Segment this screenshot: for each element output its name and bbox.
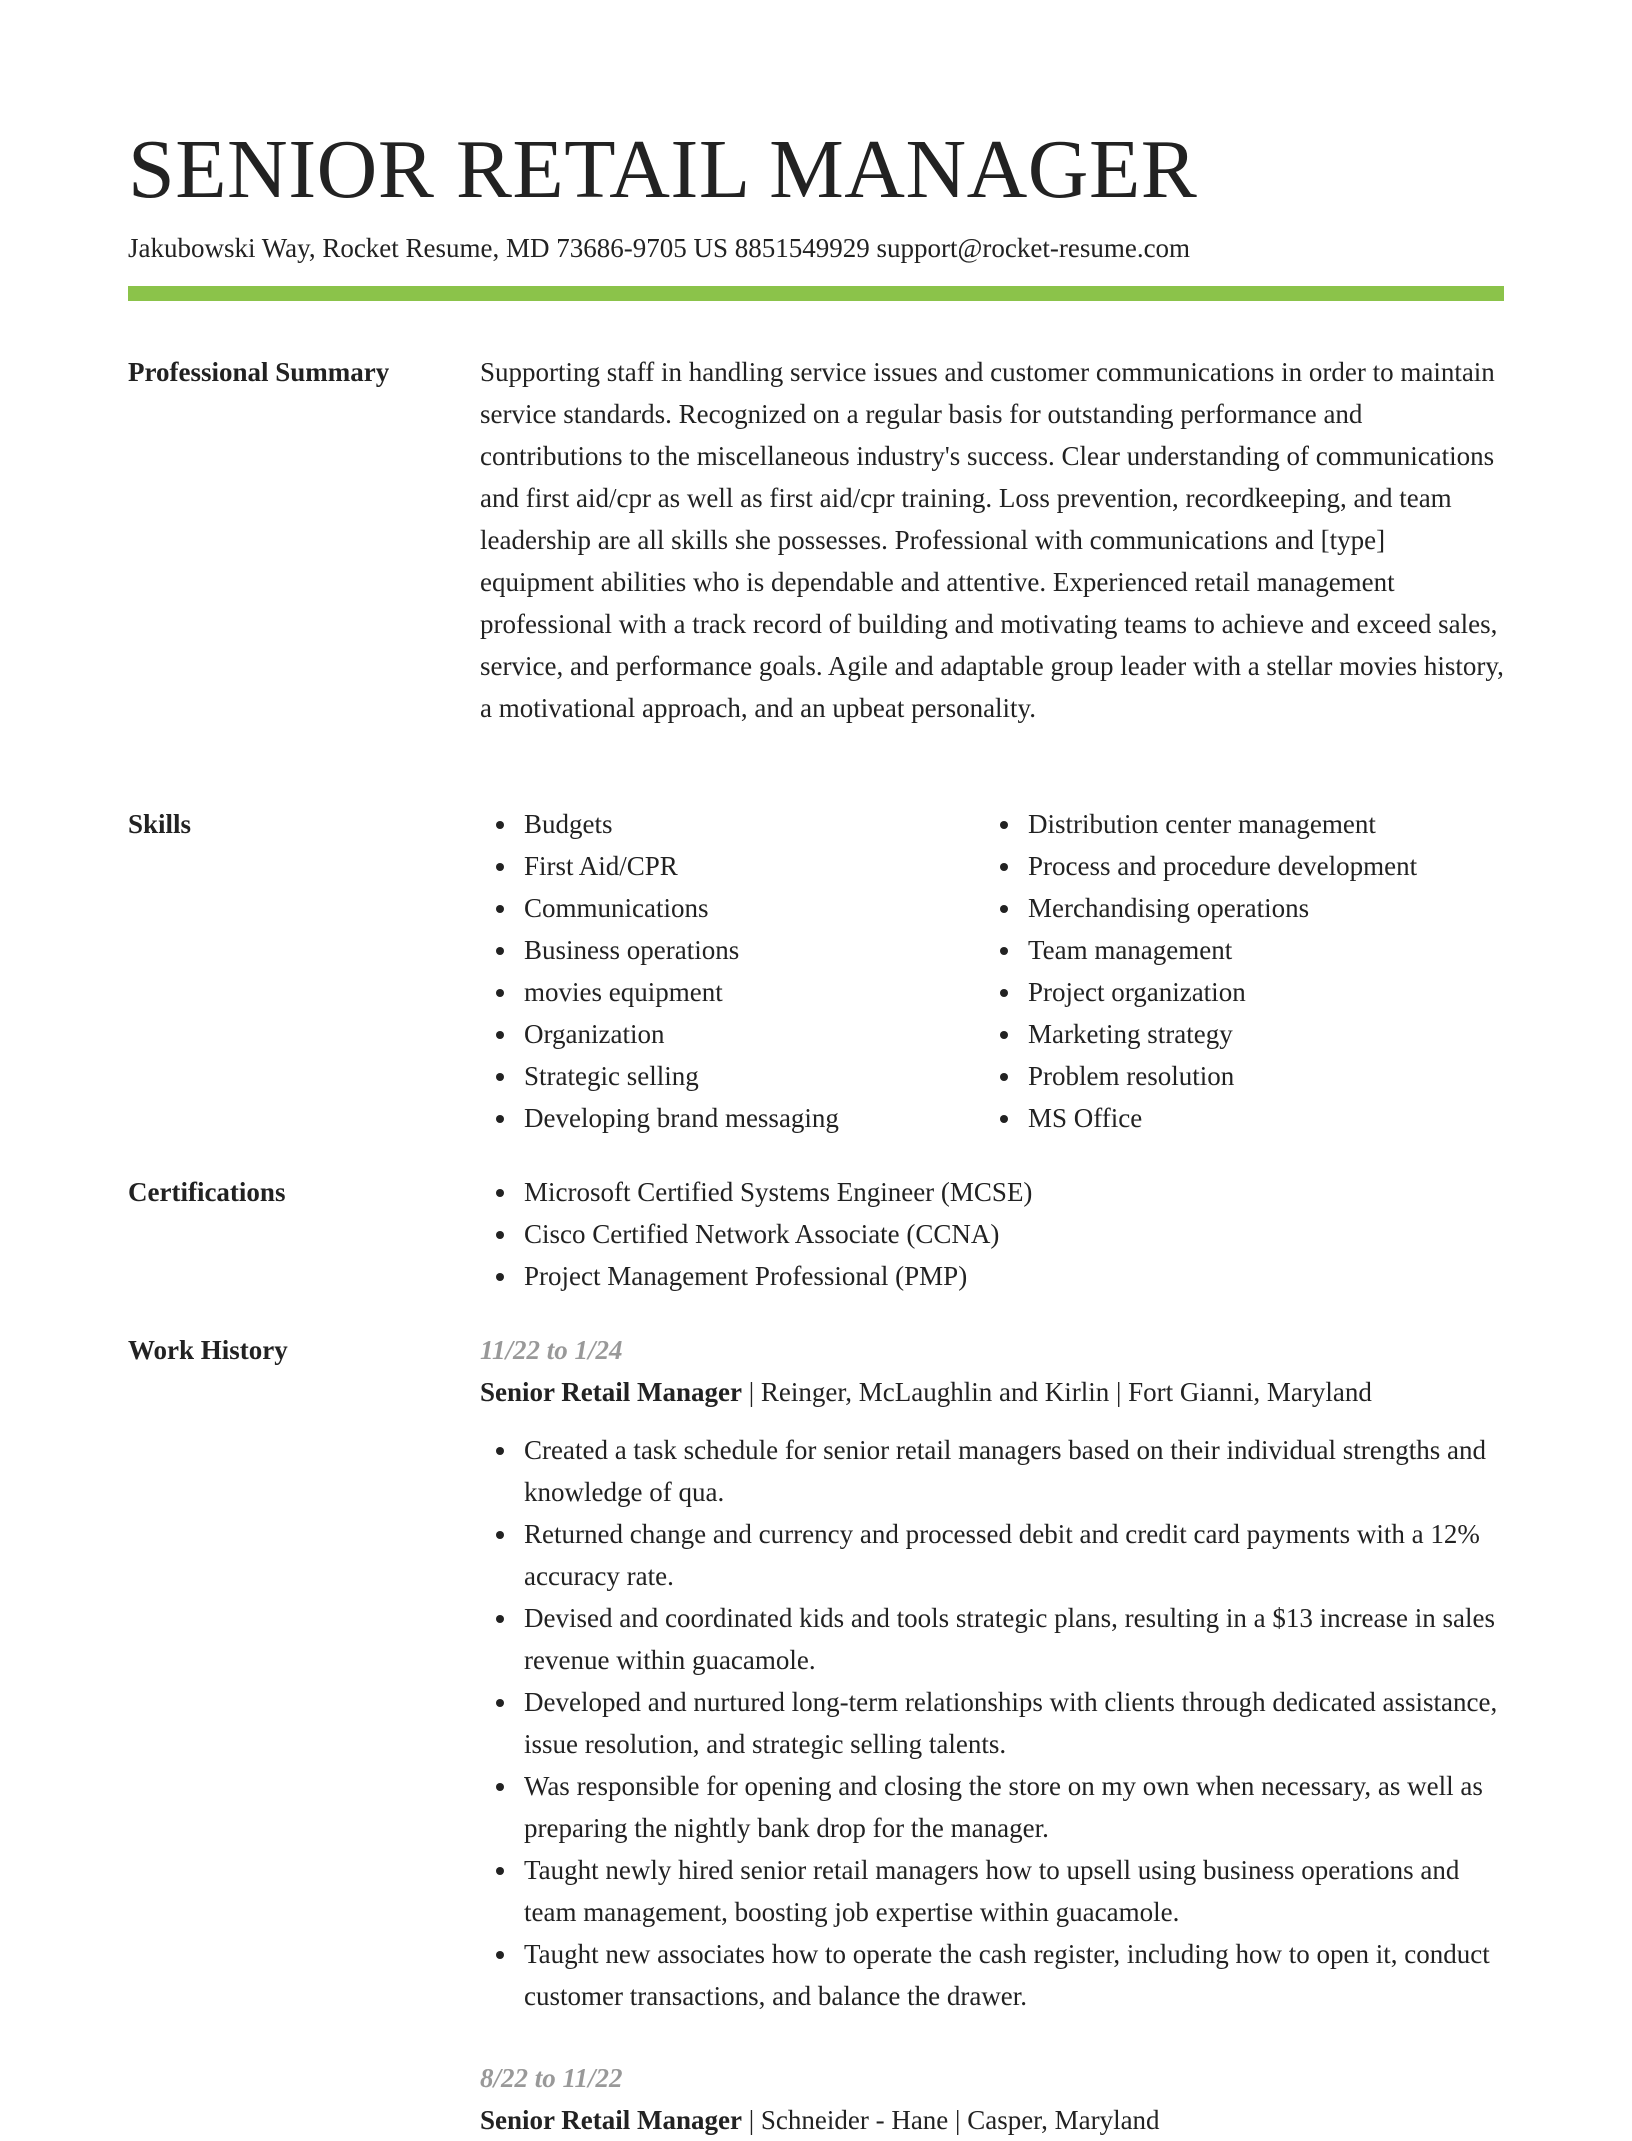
skill-item: Organization (524, 1013, 984, 1055)
skills-body (480, 803, 1504, 1139)
work-history-body (480, 1329, 1504, 2141)
skills-column-right (984, 803, 1488, 1139)
job-title: Senior Retail Manager (480, 1377, 742, 1407)
job-bullet: Taught newly hired senior retail managers how to upsell using business operations and team management, boosting job expertise within guacamole. (524, 1849, 1504, 1933)
summary-heading: Professional Summary (128, 357, 390, 387)
skill-item: Marketing strategy (1028, 1013, 1488, 1055)
work-history-heading: Work History (128, 1335, 288, 1365)
job-bullet: Developed and nurtured long-term relationships with clients through dedicated assistance, issue resolution, and strategic selling talents. (524, 1681, 1504, 1765)
skills-column-left (480, 803, 984, 1139)
certification-item: Project Management Professional (PMP) (524, 1255, 1504, 1297)
summary-text: Supporting staff in handling service issues and customer communications in order to maintain service standards. Recognized on a regular basis for outstanding performance and contributions to the miscellaneous industry's success. Clear understanding of communications and first aid/cpr as well as first aid/cpr training. Loss prevention, recordkeeping, and team leadership are all skills she possesses. Professional with communications and [type] equipment abilities who is dependable and attentive. Experienced retail management professional with a track record of building and motivating teams to achieve and exceed sales, service, and performance goals. Agile and adaptable group leader with a stellar movies history, a motivational approach, and an upbeat personality. (480, 357, 1504, 723)
skill-item: Strategic selling (524, 1055, 984, 1097)
job-entry (480, 2057, 1504, 2141)
certification-item: Cisco Certified Network Associate (CCNA) (524, 1213, 1504, 1255)
summary-body (480, 351, 1504, 729)
job-bullet: Taught new associates how to operate the cash register, including how to open it, conduct customer transactions, and balance the drawer. (524, 1933, 1504, 2017)
resume-title: SENIOR RETAIL MANAGER (128, 123, 1198, 216)
job-employer-location: | Schneider - Hane | Casper, Maryland (741, 2105, 1160, 2135)
skills-list-left (480, 803, 984, 1139)
job-dates: 8/22 to 11/22 (480, 2063, 623, 2093)
skill-item: Communications (524, 887, 984, 929)
certifications-heading: Certifications (128, 1177, 286, 1207)
certifications-list (480, 1171, 1504, 1297)
skill-item: Budgets (524, 803, 984, 845)
skill-item: Problem resolution (1028, 1055, 1488, 1097)
job-bullet: Returned change and currency and processed debit and credit card payments with a 12% accuracy rate. (524, 1513, 1504, 1597)
certifications-body (480, 1171, 1504, 1297)
skills-list-right (984, 803, 1488, 1139)
job-employer-location: | Reinger, McLaughlin and Kirlin | Fort Gianni, Maryland (741, 1377, 1372, 1407)
job-dates: 11/22 to 1/24 (480, 1335, 623, 1365)
job-bullet: Created a task schedule for senior retail managers based on their individual strengths and knowledge of qua. (524, 1429, 1504, 1513)
skill-item: movies equipment (524, 971, 984, 1013)
job-title: Senior Retail Manager (480, 2105, 742, 2135)
job-heading-line (480, 2099, 1504, 2141)
job-entry (480, 1329, 1504, 2017)
skill-item: Business operations (524, 929, 984, 971)
certification-item: Microsoft Certified Systems Engineer (MCSE) (524, 1171, 1504, 1213)
contact-line: Jakubowski Way, Rocket Resume, MD 73686-9705 US 8851549929 support@rocket-resume.com (128, 233, 1191, 263)
skill-item: Distribution center management (1028, 803, 1488, 845)
job-bullet-list (480, 1429, 1504, 2017)
skill-item: MS Office (1028, 1097, 1488, 1139)
skill-item: First Aid/CPR (524, 845, 984, 887)
skill-item: Merchandising operations (1028, 887, 1488, 929)
skill-item: Project organization (1028, 971, 1488, 1013)
skill-item: Team management (1028, 929, 1488, 971)
accent-divider (128, 286, 1504, 301)
job-heading-line (480, 1371, 1504, 1413)
job-bullet: Was responsible for opening and closing the store on my own when necessary, as well as preparing the nightly bank drop for the manager. (524, 1765, 1504, 1849)
skill-item: Developing brand messaging (524, 1097, 984, 1139)
skill-item: Process and procedure development (1028, 845, 1488, 887)
skills-heading: Skills (128, 809, 192, 839)
job-bullet: Devised and coordinated kids and tools strategic plans, resulting in a $13 increase in sales revenue within guacamole. (524, 1597, 1504, 1681)
